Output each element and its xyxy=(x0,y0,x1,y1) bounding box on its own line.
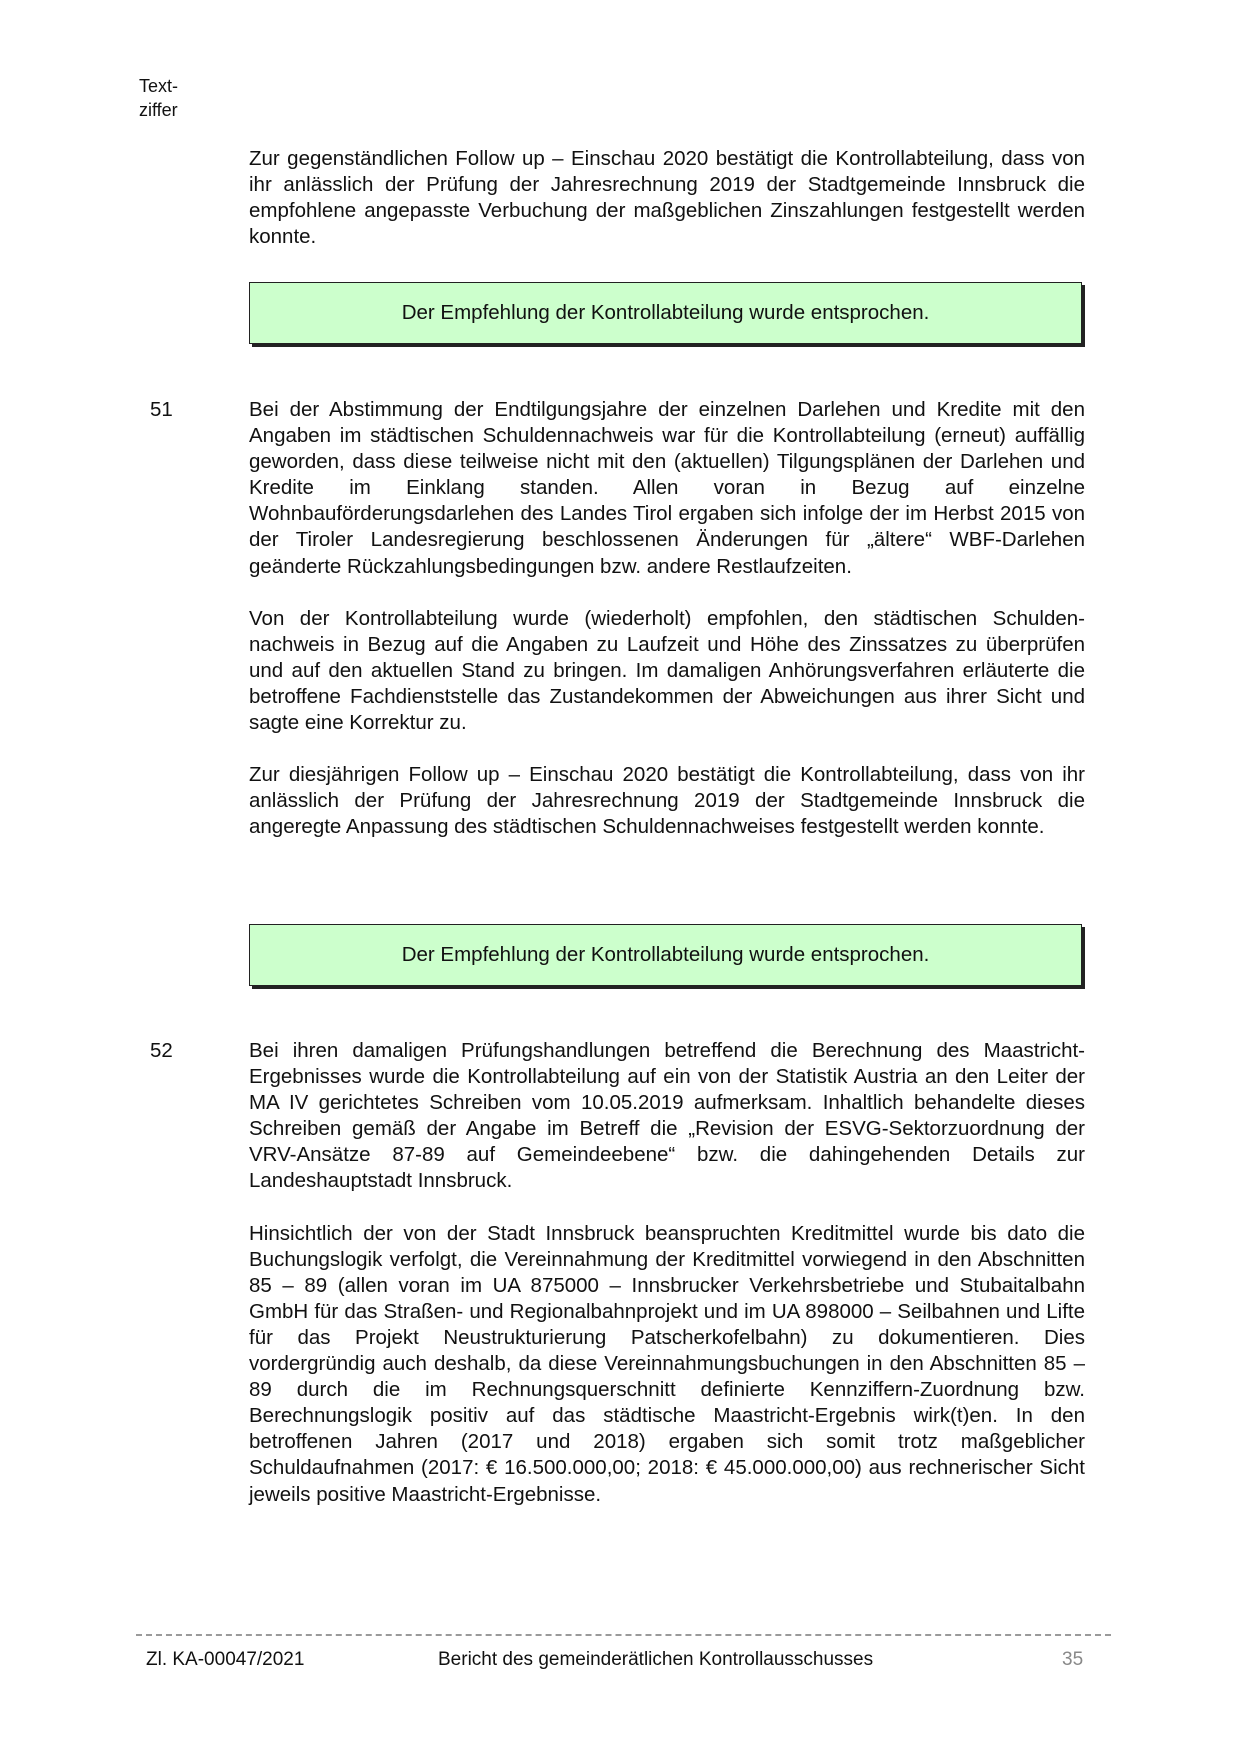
intro-conclusion-box xyxy=(249,282,1082,344)
section-number-51: 51 xyxy=(150,398,173,421)
section-51-paragraph-3: Zur diesjährigen Follow up – Einschau 2020 bestätigt die Kontrollabteilung, dass von ihr anlässlich der Prüfung der Jahresrechnung 2019 der Stadtgemeinde Innsbruck die angeregte Anpassung des städtischen Schuldennachweises festgestellt werden konnte. xyxy=(249,763,1085,839)
footer-reference: Zl. KA-00047/2021 xyxy=(146,1649,305,1670)
margin-label-textziffer: Text- ziffer xyxy=(139,76,179,120)
intro-text-block xyxy=(249,146,1085,250)
section-52-paragraph-2: Hinsichtlich der von der Stadt Innsbruck beanspruchten Kreditmittel wurde bis dato die Buchungslogik verfolgt, die Vereinnahmung der Kreditmittel vorwiegend in den Abschnitten 85 – 89 (allen voran im UA 875000 – Innsbrucker Verkehrsbetriebe und Stubaitalbahn GmbH für das Straßen- und Regionalbahnprojekt und im UA 898000 – Seilbahnen und Lifte für das Projekt Neustrukturierung Patscherkofelbahn) zu dokumentieren. Dies vordergründig auch deshalb, da diese Vereinnahmungsbuchungen in den Abschnitten 85 – 89 durch die im Rechnungsquerschnitt definierte Kennziffern-Zuordnung bzw. Berechnungslogik positiv auf das städtische Maastricht-Ergebnis wirk(t)en. In den betroffenen Jahren (2017 und 2018) ergaben sich somit trotz maßgeblicher Schuldaufnahmen (2017: € 16.500.000,00; 2018: € 45.000.000,00) aus rechnerischer Sicht jeweils positive Maastricht-Ergebnisse. xyxy=(249,1221,1085,1506)
section-number-52: 52 xyxy=(150,1039,173,1062)
section-51-conclusion-text: Der Empfehlung der Kontrollabteilung wurde entsprochen. xyxy=(401,943,930,966)
section-51-conclusion-box xyxy=(249,924,1082,986)
footer-title: Bericht des gemeinderätlichen Kontrollausschusses xyxy=(438,1649,874,1670)
footer-divider xyxy=(136,1634,1111,1636)
section-51-text-block xyxy=(249,397,1085,840)
section-51-paragraph-1: Bei der Abstimmung der Endtilgungsjahre der einzelnen Darlehen und Kredite mit den Angaben im städtischen Schuldennachweis war für die Kontrollabteilung (erneut) auffällig geworden, dass diese teilweise nicht mit den (aktuellen) Tilgungsplänen der Darlehen und Kredite im Einklang standen. Allen voran in Bezug auf einzelne Wohnbauförderungsdarlehen des Landes Tirol ergaben sich infolge der im Herbst 2015 von der Tiroler Landesregierung beschlossenen Änderungen für „ältere“ WBF-Darlehen geänderte Rückzahlungsbedingungen bzw. andere Restlaufzeiten. xyxy=(249,398,1085,578)
footer-page-number: 35 xyxy=(1062,1649,1084,1670)
intro-paragraph-1: Zur gegenständlichen Follow up – Einschau 2020 bestätigt die Kontrollabteilung, dass von ihr anlässlich der Prüfung der Jahresrechnung 2019 der Stadtgemeinde Innsbruck die empfohlene angepasste Verbuchung der maßgeblichen Zinszahlungen festgestellt werden konnte. xyxy=(249,147,1085,249)
section-51-paragraph-2: Von der Kontrollabteilung wurde (wiederholt) empfohlen, den städtischen Schuldennachweis in Bezug auf die Angaben zu Laufzeit und Höhe des Zinssatzes zu überprüfen und auf den aktuellen Stand zu bringen. Im damaligen Anhörungsverfahren erläuterte die betroffene Fachdienststelle das Zustandekommen der Abweichungen aus ihrer Sicht und sagte eine Korrektur zu. xyxy=(249,606,1085,735)
section-52-text-block xyxy=(249,1038,1085,1508)
intro-conclusion-text: Der Empfehlung der Kontrollabteilung wurde entsprochen. xyxy=(401,301,930,324)
section-52-paragraph-1: Bei ihren damaligen Prüfungshandlungen betreffend die Berechnung des Maastricht-Ergebnisses wurde die Kontrollabteilung auf ein von der Statistik Austria an den Leiter der MA IV gerichtetes Schreiben vom 10.05.2019 aufmerksam. Inhaltlich behandelte dieses Schreiben gemäß der Angabe im Betreff die „Revision der ESVG-Sektorzuordnung der VRV-Ansätze 87-89 auf Gemeindeebene“ bzw. die dahingehenden Details zur Landeshauptstadt Innsbruck. xyxy=(249,1039,1085,1193)
